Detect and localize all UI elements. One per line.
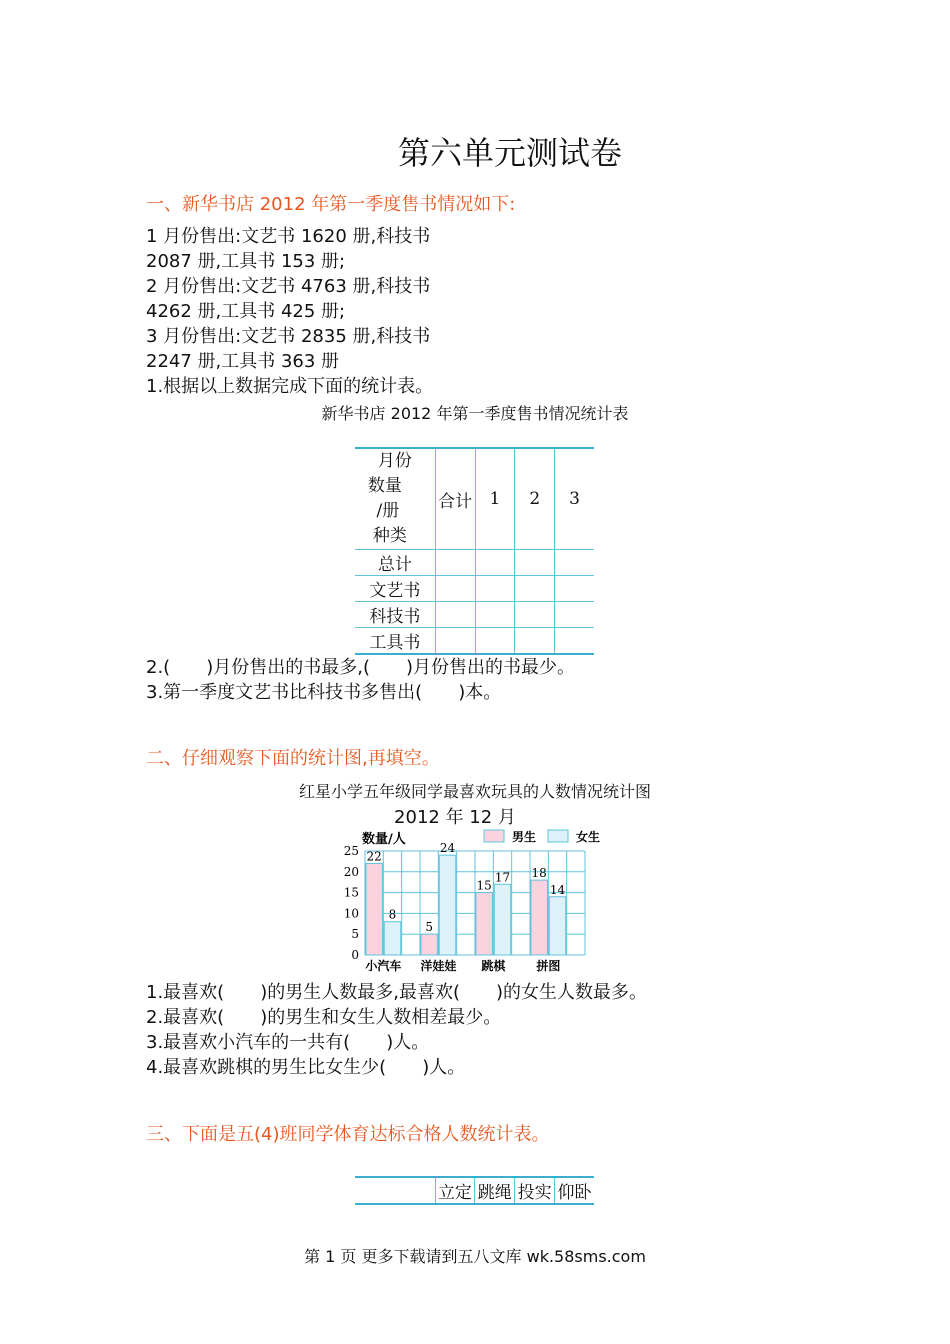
legend-girl-label: 女生 — [576, 830, 601, 844]
toy-chart — [330, 822, 620, 978]
section1-line: 2087 册,工具书 153 册; — [146, 251, 346, 272]
blank-cell[interactable] — [515, 628, 555, 655]
blank-cell[interactable] — [435, 602, 475, 628]
x-category-label: 洋娃娃 — [420, 959, 457, 973]
legend-boy-swatch — [484, 830, 504, 842]
blank-cell[interactable] — [555, 628, 594, 655]
y-tick-label: 0 — [351, 948, 359, 962]
corner-month: 月份 — [377, 451, 412, 471]
section1-line: 2 月份售出:文艺书 4763 册,科技书 — [146, 276, 431, 297]
y-tick-label: 25 — [343, 844, 359, 858]
x-category-label: 跳棋 — [481, 959, 506, 973]
y-axis-label: 数量/人 — [362, 832, 406, 847]
row-literature: 文艺书 — [355, 576, 435, 602]
section1-line: 2247 册,工具书 363 册 — [146, 351, 340, 372]
section2-question: 2.最喜欢( )的男生和女生人数相差最少。 — [146, 1007, 502, 1028]
legend-girl-swatch — [548, 830, 568, 842]
bar-value-label: 15 — [476, 878, 492, 893]
bar-girl — [384, 922, 401, 955]
page-title: 第六单元测试卷 — [397, 134, 622, 172]
section2-question: 1.最喜欢( )的男生人数最多,最喜欢( )的女生人数最多。 — [146, 982, 647, 1003]
corner-unit: /册 — [376, 501, 400, 521]
section1-line: 3 月份售出:文艺书 2835 册,科技书 — [146, 326, 431, 347]
blank-cell[interactable] — [515, 550, 555, 576]
fitness-col-standing-jump: 立定 — [435, 1177, 475, 1204]
blank-cell[interactable] — [555, 550, 594, 576]
blank-cell[interactable] — [475, 576, 515, 602]
section1-question: 3.第一季度文艺书比科技书多售出( )本。 — [146, 682, 502, 703]
section1-question: 2.( )月份售出的书最多,( )月份售出的书最少。 — [146, 657, 575, 678]
col-total: 合计 — [435, 448, 475, 550]
bar-value-label: 18 — [531, 866, 547, 881]
bar-boy — [531, 880, 548, 955]
table-title: 新华书店 2012 年第一季度售书情况统计表 — [321, 404, 629, 423]
chart-subtitle: 2012 年 12 月 — [394, 807, 516, 828]
section2-heading: 二、仔细观察下面的统计图,再填空。 — [146, 748, 440, 769]
blank-cell[interactable] — [475, 602, 515, 628]
blank-cell[interactable] — [475, 628, 515, 655]
section1-question: 1.根据以上数据完成下面的统计表。 — [146, 376, 434, 397]
row-tools: 工具书 — [355, 628, 435, 655]
bar-girl — [549, 897, 566, 955]
blank-cell[interactable] — [435, 576, 475, 602]
section1-line: 4262 册,工具书 425 册; — [146, 301, 346, 322]
section1-heading: 一、新华书店 2012 年第一季度售书情况如下: — [146, 194, 516, 215]
fitness-table — [355, 1176, 594, 1205]
bar-value-label: 17 — [494, 870, 511, 885]
chart-title: 红星小学五年级同学最喜欢玩具的人数情况统计图 — [298, 782, 651, 801]
col-month-2: 2 — [515, 448, 555, 550]
corner-type: 种类 — [372, 526, 407, 546]
y-tick-label: 5 — [351, 927, 359, 942]
bar-value-label: 14 — [549, 882, 566, 897]
sales-table — [355, 447, 594, 655]
x-category-label: 拼图 — [536, 959, 561, 973]
blank-cell[interactable] — [555, 576, 594, 602]
row-science: 科技书 — [355, 602, 435, 628]
blank-cell[interactable] — [515, 602, 555, 628]
bar-boy — [476, 893, 493, 955]
blank-cell[interactable] — [515, 576, 555, 602]
corner-quantity: 数量 — [367, 476, 402, 496]
section3-heading: 三、下面是五(4)班同学体育达标合格人数统计表。 — [146, 1124, 550, 1145]
blank-cell[interactable] — [475, 550, 515, 576]
page-footer: 第 1 页 更多下载请到五八文库 wk.58sms.com — [304, 1247, 646, 1266]
legend — [484, 829, 600, 844]
bar-value-label: 8 — [388, 907, 397, 922]
bar-boy — [421, 934, 438, 955]
blank-cell[interactable] — [555, 602, 594, 628]
blank-cell[interactable] — [435, 550, 475, 576]
col-month-1: 1 — [475, 448, 515, 550]
y-tick-label: 10 — [343, 906, 359, 921]
y-tick-label: 20 — [343, 864, 359, 879]
legend-boy-label: 男生 — [512, 830, 537, 844]
row-total: 总计 — [355, 550, 435, 576]
bar-boy — [366, 863, 383, 955]
blank-cell[interactable] — [435, 628, 475, 655]
y-tick-label: 15 — [343, 885, 359, 900]
bar-value-label: 5 — [425, 920, 433, 935]
x-category-label: 小汽车 — [365, 959, 402, 973]
corner-header — [355, 448, 435, 550]
section2-question: 3.最喜欢小汽车的一共有( )人。 — [146, 1032, 430, 1053]
fitness-corner — [355, 1177, 435, 1204]
fitness-col-shot-put: 投实 — [515, 1177, 555, 1204]
section1-line: 1 月份售出:文艺书 1620 册,科技书 — [146, 226, 431, 247]
bar-girl — [494, 884, 511, 955]
bar-value-label: 24 — [439, 841, 456, 856]
bar-girl — [439, 855, 456, 955]
section2-question: 4.最喜欢跳棋的男生比女生少( )人。 — [146, 1057, 466, 1078]
fitness-col-jump-rope: 跳绳 — [475, 1177, 515, 1204]
fitness-col-situps: 仰卧 — [555, 1177, 594, 1204]
col-month-3: 3 — [555, 448, 594, 550]
bar-value-label: 22 — [366, 849, 382, 864]
